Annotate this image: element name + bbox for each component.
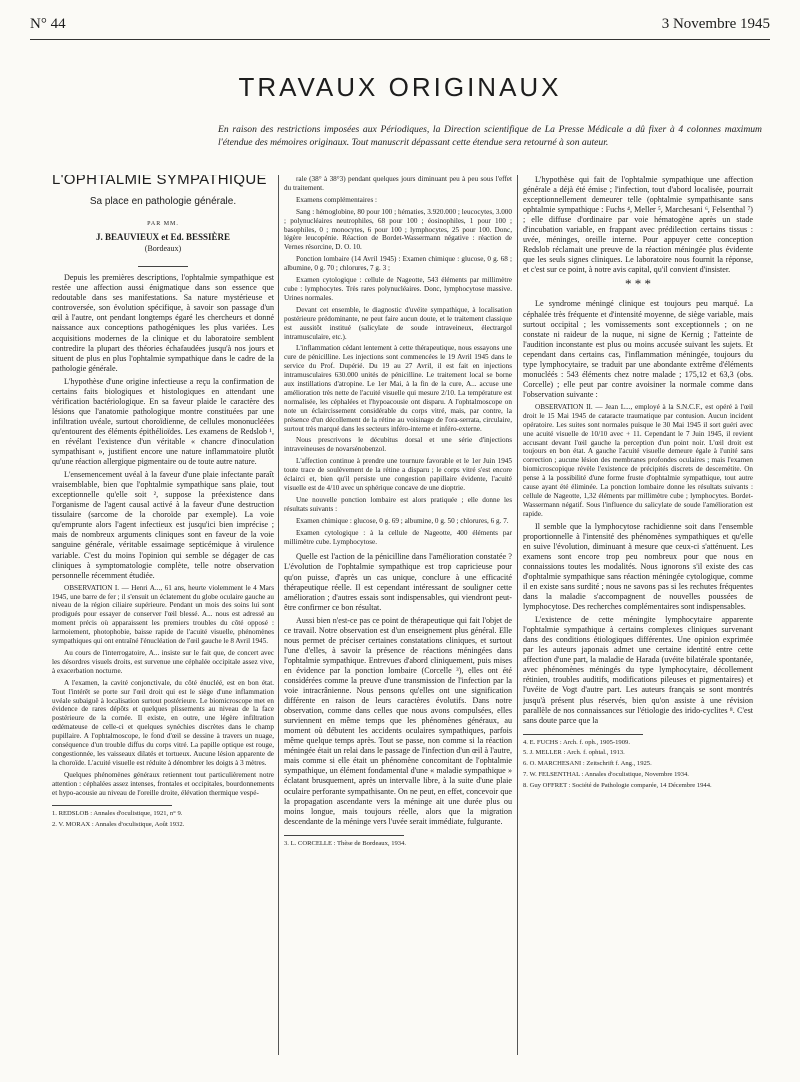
paragraph: Ponction lombaire (14 Avril 1945) : Examen chimique : glucose, 0 g. 68 ; albumine, 0 g. 70 ; chlorures, 7 g. 3 ; [284,255,512,273]
paragraph: L'hypothèse d'une origine infectieuse a reçu la confirmation de certains faits biologiques et histologiques en attendant une vérification bactériologique. En sa faveur plaide le caractère des lésions que l'anatomie pathologique montre constituées par une infiltration uvéale, surtout choroïdienne, de cellules mononucléées qu'entourent des éléments épithélioïdes. Les examens de Redslob ¹, en révélant l'existence d'un véritable « chancre d'inoculation sympathisant », justifient encore une nature inflammatoire plutôt qu'une réaction allergique pigmentaire ou de toute autre nature. [52,376,274,467]
column-3 [523,175,753,1060]
observation-paragraph: Quelques phénomènes généraux retiennent tout particulièrement notre attention : céphalées assez intenses, frontales et occipitales, bourdonnements et hypo-acousie au niveau de l'oreille droite, élévation thermique vespé- [52,770,274,797]
footnote: 7. W. FELSENTHAL : Annales d'oculistique, Novembre 1934. [523,771,689,779]
footnote: 6. O. MARCHESANI : Zeitschrift f. Ang., 1925. [523,760,652,768]
paragraph: Examen cytologique : cellule de Nageotte, 543 éléments par millimètre cube : lymphocytes. Très rares polynucléaires. Donc, lymphocytose massive. Urines normales. [284,276,512,302]
footnote: 5. J. MELLER : Arch. f. ophtal., 1913. [523,749,625,757]
article-by: PAR MM. [147,221,179,228]
paragraph: Examen cytologique : à la cellule de Nageotte, 400 éléments par millimètre cube. Lymphocytose. [284,528,512,546]
issue-date: 3 Novembre 1945 [661,16,770,32]
paragraph: Sang : hémoglobine, 80 pour 100 ; hématies, 3.920.000 ; leucocytes, 3.000 ; polynucléaires neutrophiles, 68 pour 100 ; éosinophiles, 1 pour 100 ; basophiles, 0 ; monocytes, 6 pour 100 ; lymphocytes, 25 pour 100. Donc, légère leucopénie. Réaction de Bordet-Wassermann négative : réaction de Vernes résorcine, D. O. 10. [284,207,512,252]
paragraph: rale (38° à 38°3) pendant quelques jours diminuant peu à peu sous l'effet du traitement. [284,175,512,192]
paragraph: L'affection continue à prendre une tournure favorable et le 1er Juin 1945 toute trace de soulèvement de la rétine a disparu ; le corps vitré s'est encore éclairci et, bien qu'il persiste une congestion papillaire évidente, l'acuité visuelle est de 4/10 avec un sphérique concave de une dioptrie. [284,457,512,492]
paragraph: Il semble que la lymphocytose rachidienne soit dans l'ensemble proportionnelle à l'intensité des phénomènes sympathiques et qu'elle en suive l'évolution, diminuant à mesure que ceux-ci s'atténuent. Les examens sont encore trop peu nombreux pour que nous en connaissions toutes les modalités. Nous ignorons s'il existe des cas d'ophtalmie sympathique sans réaction méningée cytologique, comme il en existe sans surdité ; nous ne savons pas si les rechutes fréquentes dans la maladie s'accompagnent de nouvelles poussées de lymphocytose. Des recherches complémentaires sont indispensables. [523,521,753,612]
paragraph: L'inflammation cédant lentement à cette thérapeutique, nous essayons une cure de pénicilline. Les injections sont commencées le 19 Avril 1945 dans le service du Prof. Dupérié. Du 19 au 27 Avril, il est fait en injections intramusculaires 630.000 unités de pénicilline. Le traitement local se borne aux instillations d'atropine. Le 1er Mai, à la fin de la cure, A... accuse une amélioration très nette de l'acuité visuelle qui mesure 2/10. La température est normalisée, les céphalées et l'hypoacousie ont disparu. A l'ophtalmoscope on note un éclaircissement considérable du corps vitré, mais, par contre, la présence d'un décollement de la rétine au voisinage de l'ora-serrata, circulaire, surtout très marqué dans les secteurs inféro-interne et inféro-externe. [284,344,512,433]
column-1 [52,175,274,1060]
paragraph: Aussi bien n'est-ce pas ce point de thérapeutique qui fait l'objet de ce travail. Notre observation est d'un enseignement plus général. Elle nous permet de préciser certaines constatations cliniques, et surtout l'une d'elles, à savoir la présence de réactions méningées dans l'ophtalmie sympathique. Entrevues d'abord cliniquement, puis mises en évidence par la ponction lombaire (Corcelle ³), elles ont été considérées comme la preuve d'une transmission de l'infection par la voie intracrânienne. Nous pensons qu'elles ont une signification différente en raison de leurs caractères évolutifs. Dans notre observation, comme dans celles que nous avons compulsées, elles surviennent en même temps que les phénomènes généraux, au moment où débutent les accidents oculaires sympathiques, parfois même quelque temps après. Tout se passe, non comme si la réaction méningée était un relai dans le passage de l'infection d'un œil à l'autre, mais comme si elle était un phénomène concomitant de l'ophtalmie sympathique, un élément fondamental d'une « maladie sympathique » éclatant brusquement, après un intervalle libre, à la suite d'une plaie oculaire perforante sympathisante. On ne peut, en effet, concevoir que la propagation ascendante vers la méninge ait une durée plus ou moins longue, mais toujours réelle, alors que la migration descendante de la méninge vers l'uvée serait immédiate, fulgurante. [284,615,512,826]
observation-paragraph: OBSERVATION II. — Jean L..., employé à la S.N.C.F., est opéré à l'œil droit le 15 Mai 1945 de cataracte traumatique par contusion. Aucun incident opératoire. Les suites sont normales puisque le 30 Mai 1945 il sort guéri avec une acuité visuelle de 10/10 avec + 11. Cependant le 7 Juin 1945, il revient accusant devant l'œil gauche la perception d'un point noir. L'œil droit est toujours en bon état. A gauche l'acuité visuelle demeure égale à l'unité sans correction ; aucune lésion des membranes profondes oculaires ; mais l'examen biomicroscopique révèle l'existence de précipités discrets de descemétite. On pense à la possibilité d'une forme fruste d'ophtalmie sympathique, tout autre cause ayant été éliminée. La ponction lombaire donne les résultats suivants : cellule de Nageotte, 1,32 éléments par millimètre cube ; lymphocytes. Bordet-Wassermann négatif. Sous l'influence du salicylate de soude l'amélioration est rapide. [523,402,753,518]
title-separator [138,266,188,267]
column-rule [517,175,518,1055]
paragraph: Examens complémentaires : [296,195,378,204]
editorial-note: En raison des restrictions imposées aux Périodiques, la Direction scientifique de La Presse Médicale a dû fixer à 4 colonnes maximum l'étendue des mémoires originaux. Tout manuscrit dépassant cette étendue sera retourné à son auteur. [218,124,762,148]
article-location: (Bordeaux) [144,244,182,254]
paragraph: Depuis les premières descriptions, l'ophtalmie sympathique est restée une affection aussi énigmatique dans son essence que redoutable dans ses manifestations. Sa nature mystérieuse et controversée, son évolution spécifique, à savoir son passage d'un œil à l'autre, ont pendant longtemps égaré les chercheurs et donné naissance aux conceptions pathogéniques les plus variées. Les acquisitions modernes de la clinique et du laboratoire semblent contredire la plupart des théories échafaudées jusqu'à nos jours et situent de plus en plus l'ophtalmie sympathique dans le cadre de la pathologie générale. [52,273,274,373]
footnote: 8. Guy OFFRET : Société de Pathologie comparée, 14 Décembre 1944. [523,781,712,789]
paragraph: L'hypothèse qui fait de l'ophtalmie sympathique une affection générale a déjà été émise ; l'infection, tout d'abord localisée, pourrait exceptionnellement demeurer telle (ophtalmie sympathisante sans ophtalmie sympathique : Fuchs ⁴, Meller ⁵, Marchesani ⁶, Felsenthal ⁷) ; elle diffuse d'ordinaire par voie hématogène après un stade d'incubation variable, en frappant avec prédilection certains tissus : uvée, méninges, oreille interne. Pour appuyer cette conception Redslob réclamait une preuve de la réaction méningée plus évidente que les seuls signes cliniques. Le laboratoire nous fournit la réponse, et c'est sur ce point, à notre avis capital, qu'il convient d'insister. [523,175,753,275]
section-stars: * * * [625,276,651,292]
footnote: 3. L. CORCELLE : Thèse de Bordeaux, 1934. [284,839,407,847]
paragraph: L'ensemencement uvéal à la faveur d'une plaie infectante paraît vraisemblable, bien que l'ophtalmie sympathique sans plaie, tout exceptionnelle qu'elle soit ², suppose la préexistence dans l'organisme de l'agent causal activé à la faveur d'une destruction tissulaire (sarcome de la choroïde par exemple). La voie qu'emprunte alors l'agent infectieux est jusqu'ici bien imprécise ; mais de nombreux arguments cliniques sont en faveur de la voie sanguine générale, véritable essaimage septicémique à virulence variable. C'est du moins l'opinion qui semble se dégager de cas cliniques à symptomatologie complète, telle notre observation personnelle récemment étudiée. [52,470,274,580]
paragraph: Examen chimique : glucose, 0 g. 69 ; albumine, 0 g. 50 ; chlorures, 6 g. 7. [296,516,509,525]
paragraph: Une nouvelle ponction lombaire est alors pratiquée ; elle donne les résultats suivants : [284,495,512,513]
article-subtitle: Sa place en pathologie générale. [89,196,237,208]
paragraph: Nous prescrivons le décubitus dorsal et une série d'injections intraveineuses de novarsénobenzol. [284,436,512,454]
paragraph: Le syndrome méningé clinique est toujours peu marqué. La céphalée très fréquente et d'intensité moyenne, de siège variable, mais surtout occipital ; les vomissements sont exceptionnels ; on ne constate ni raideur de la nuque, ni signe de Kernig ; l'atteinte de l'audition inconstante est plus ou moins accusée suivant les sujets. Et cependant dans certains cas, l'inflammation méningée, toujours du type lymphocytaire, se traduit par une abondante extrême d'éléments monucléés : 543 éléments chez notre malade ; 175,12 et 63,3 (obs. Corcelle) ; elle peut par contre avoisiner la normale comme dans l'observation suivante : [523,299,753,399]
observation-paragraph: A l'examen, la cavité conjonctivale, du côté énucléé, est en bon état. Tout l'intérêt se porte sur l'œil droit qui est le siège d'une inflammation uvéale subaiguë à localisation surtout postérieure. Le biomicroscope met en évidence de rares dépôts et quelques plissements au niveau de la face postérieure de la cornée. Il existe, en outre, une légère infiltration œdémateuse de celle-ci et quelques synéchies discrètes dans le champ pupillaire. A l'ophtalmoscope, le fond d'œil se dessine à travers un nuage, conséquence d'un trouble diffus du corps vitré. La papille optique est rouge, congestionnée, les vaisseaux dilatés et tortueux. Aucune lésion apparente de la choroïde. L'acuité visuelle est réduite à dénombrer les doigts à 3 mètres. [52,678,274,767]
column-rule [278,175,279,1055]
column-2 [284,175,512,1060]
col1-body [52,273,274,797]
footnote-rule [52,805,172,806]
paragraph: Quelle est l'action de la pénicilline dans l'amélioration constatée ? L'évolution de l'ophtalmie sympathique est trop capricieuse pour qu'on puisse, d'après un cas unique, conclure à une efficacité thérapeutique réelle. Il est cependant intéressant de souligner cette amélioration ; d'autres essais sont indispensables, qui viendront peut-être confirmer ce bon résultat. [284,552,512,612]
section-title: TRAVAUX ORIGINAUX [238,72,562,102]
observation-paragraph: OBSERVATION I. — Henri A..., 61 ans, heurte violemment le 4 Mars 1945, une barre de fer ; il s'ensuit un éclatement du globe oculaire gauche au niveau de la région ciliaire supérieure. Pendant un mois des soins lui sont prodigués pour essayer de conserver l'œil blessé. A... nous est adressé au moment précis où apparaissent les premiers troubles du côté opposé : larmoiement, photophobie, baisse rapide de l'acuité visuelle, phénomènes sympathiques qui ont entraîné l'énucléation de l'œil gauche le 8 Avril 1945. [52,583,274,646]
observation-paragraph: Au cours de l'interrogatoire, A... insiste sur le fait que, de concert avec les désordres visuels droits, est survenue une céphalée occipitale assez vive, à exacerbation nocturne. [52,648,274,675]
page-number: N° 44 [30,16,66,32]
footnote: 2. V. MORAX : Annales d'oculistique, Août 1932. [52,821,185,829]
paragraph: Devant cet ensemble, le diagnostic d'uvéite sympathique, à localisation postérieure prédominante, ne peut faire aucun doute, et le traitement classique est aussitôt institué (salicylate de soude intraveineux, électrargol intramusculaire, etc.). [284,305,512,341]
header-rule [30,39,770,40]
footnote: 1. REDSLOB : Annales d'oculistique, 1921, n° 9. [52,810,183,818]
article-authors: J. BEAUVIEUX et Ed. BESSIÈRE [95,232,231,243]
footnote-rule [284,835,404,836]
footnote: 4. E. FUCHS : Arch. f. oph., 1905-1909. [523,738,630,746]
paragraph: L'existence de cette méningite lymphocytaire apparente l'ophtalmie sympathique à certains complexes cliniques survenant dans des conditions étiologiques différentes. Une opinion exprimée par les auteurs japonais admet une certaine identité entre cette affection d'une part, la maladie de Harada (uvéite bilatérale spontanée, avec phénomènes méningés du type lymphocytaire, décollement rétinien, troubles auditifs, modifications pileuses et pigmentaires) et l'uvéite de Vogt d'autre part. Les auteurs français se sont montrés jusqu'à présent plus réservés, bien qu'on assiste à une révision parallèle de nos connaissances sur l'étiologie des irido-cyclites ⁸. C'est sans doute parce que la [523,615,753,725]
article-title: L'OPHTALMIE SYMPATHIQUE [52,175,267,188]
footnote-rule [523,734,643,735]
